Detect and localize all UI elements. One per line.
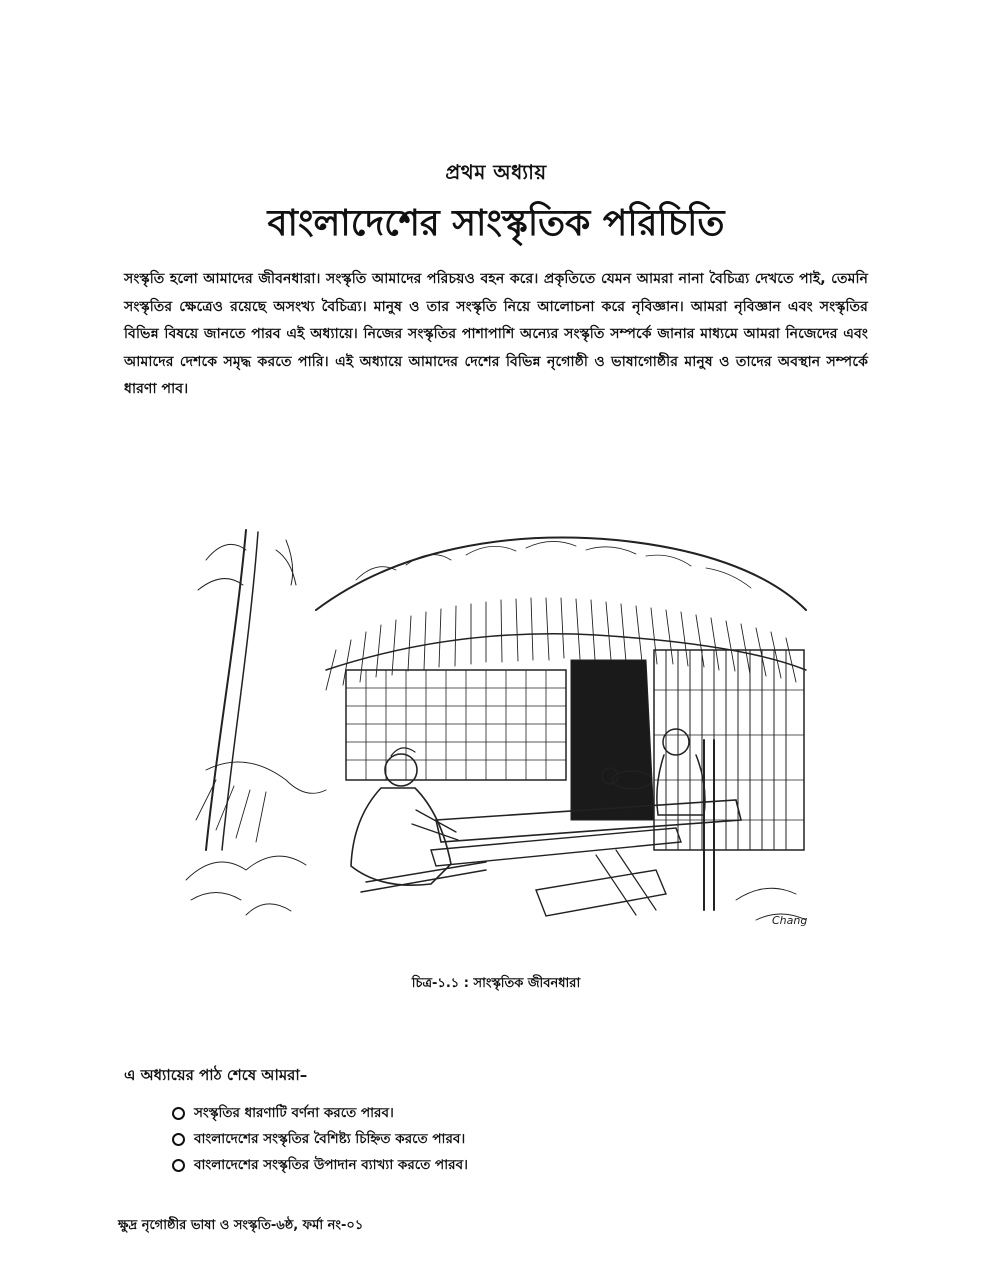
- circle-bullet-icon: [172, 1107, 185, 1120]
- chapter-label: প্রথম অধ্যায়: [445, 160, 547, 184]
- hut-weaving-illustration: [176, 520, 828, 940]
- circle-bullet-icon: [172, 1133, 185, 1146]
- objectives-heading: এ অধ্যায়ের পাঠ শেষে আমরা–: [124, 1066, 308, 1084]
- page-footer: ক্ষুদ্র নৃগোষ্ঠীর ভাষা ও সংস্কৃতি-৬ষ্ঠ, ফর্মা নং-০১: [118, 1218, 364, 1233]
- objectives-list: [172, 1100, 468, 1178]
- objective-text: বাংলাদেশের সংস্কৃতির উপাদান ব্যাখ্যা করতে পারব।: [194, 1156, 468, 1173]
- chapter-title: বাংলাদেশের সাংস্কৃতিক পরিচিতি: [267, 203, 725, 244]
- figure-caption: চিত্র-১.১ : সাংস্কৃতিক জীবনধারা: [411, 976, 581, 991]
- objective-item: [172, 1126, 468, 1152]
- artist-signature: Chang: [772, 914, 808, 927]
- objective-item: [172, 1152, 468, 1178]
- objective-text: সংস্কৃতির ধারণাটি বর্ণনা করতে পারব।: [194, 1104, 394, 1121]
- objective-item: [172, 1100, 468, 1126]
- objective-text: বাংলাদেশের সংস্কৃতির বৈশিষ্ট্য চিহ্নিত করতে পারব।: [194, 1130, 466, 1147]
- intro-paragraph: সংস্কৃতি হলো আমাদের জীবনধারা। সংস্কৃতি আমাদের পরিচয়ও বহন করে। প্রকৃতিতে যেমন আমরা নানা বৈচিত্র্য দেখতে পাই, তেমনি সংস্কৃতির ক্ষেত্রেও রয়েছে অসংখ্য বৈচিত্র্য। মানুষ ও তার সংস্কৃতি নিয়ে আলোচনা করে নৃবিজ্ঞান। আমরা নৃবিজ্ঞান এবং সংস্কৃতির বিভিন্ন বিষয়ে জানতে পারব এই অধ্যায়ে। নিজের সংস্কৃতির পাশাপাশি অন্যের সংস্কৃতি সম্পর্কে জানার মাধ্যমে আমরা নিজেদের এবং আমাদের দেশকে সমৃদ্ধ করতে পারি। এই অধ্যায়ে আমাদের দেশের বিভিন্ন নৃগোষ্ঠী ও ভাষাগোষ্ঠীর মানুষ ও তাদের অবস্থান সম্পর্কে ধারণা পাব।: [124, 271, 868, 398]
- circle-bullet-icon: [172, 1159, 185, 1172]
